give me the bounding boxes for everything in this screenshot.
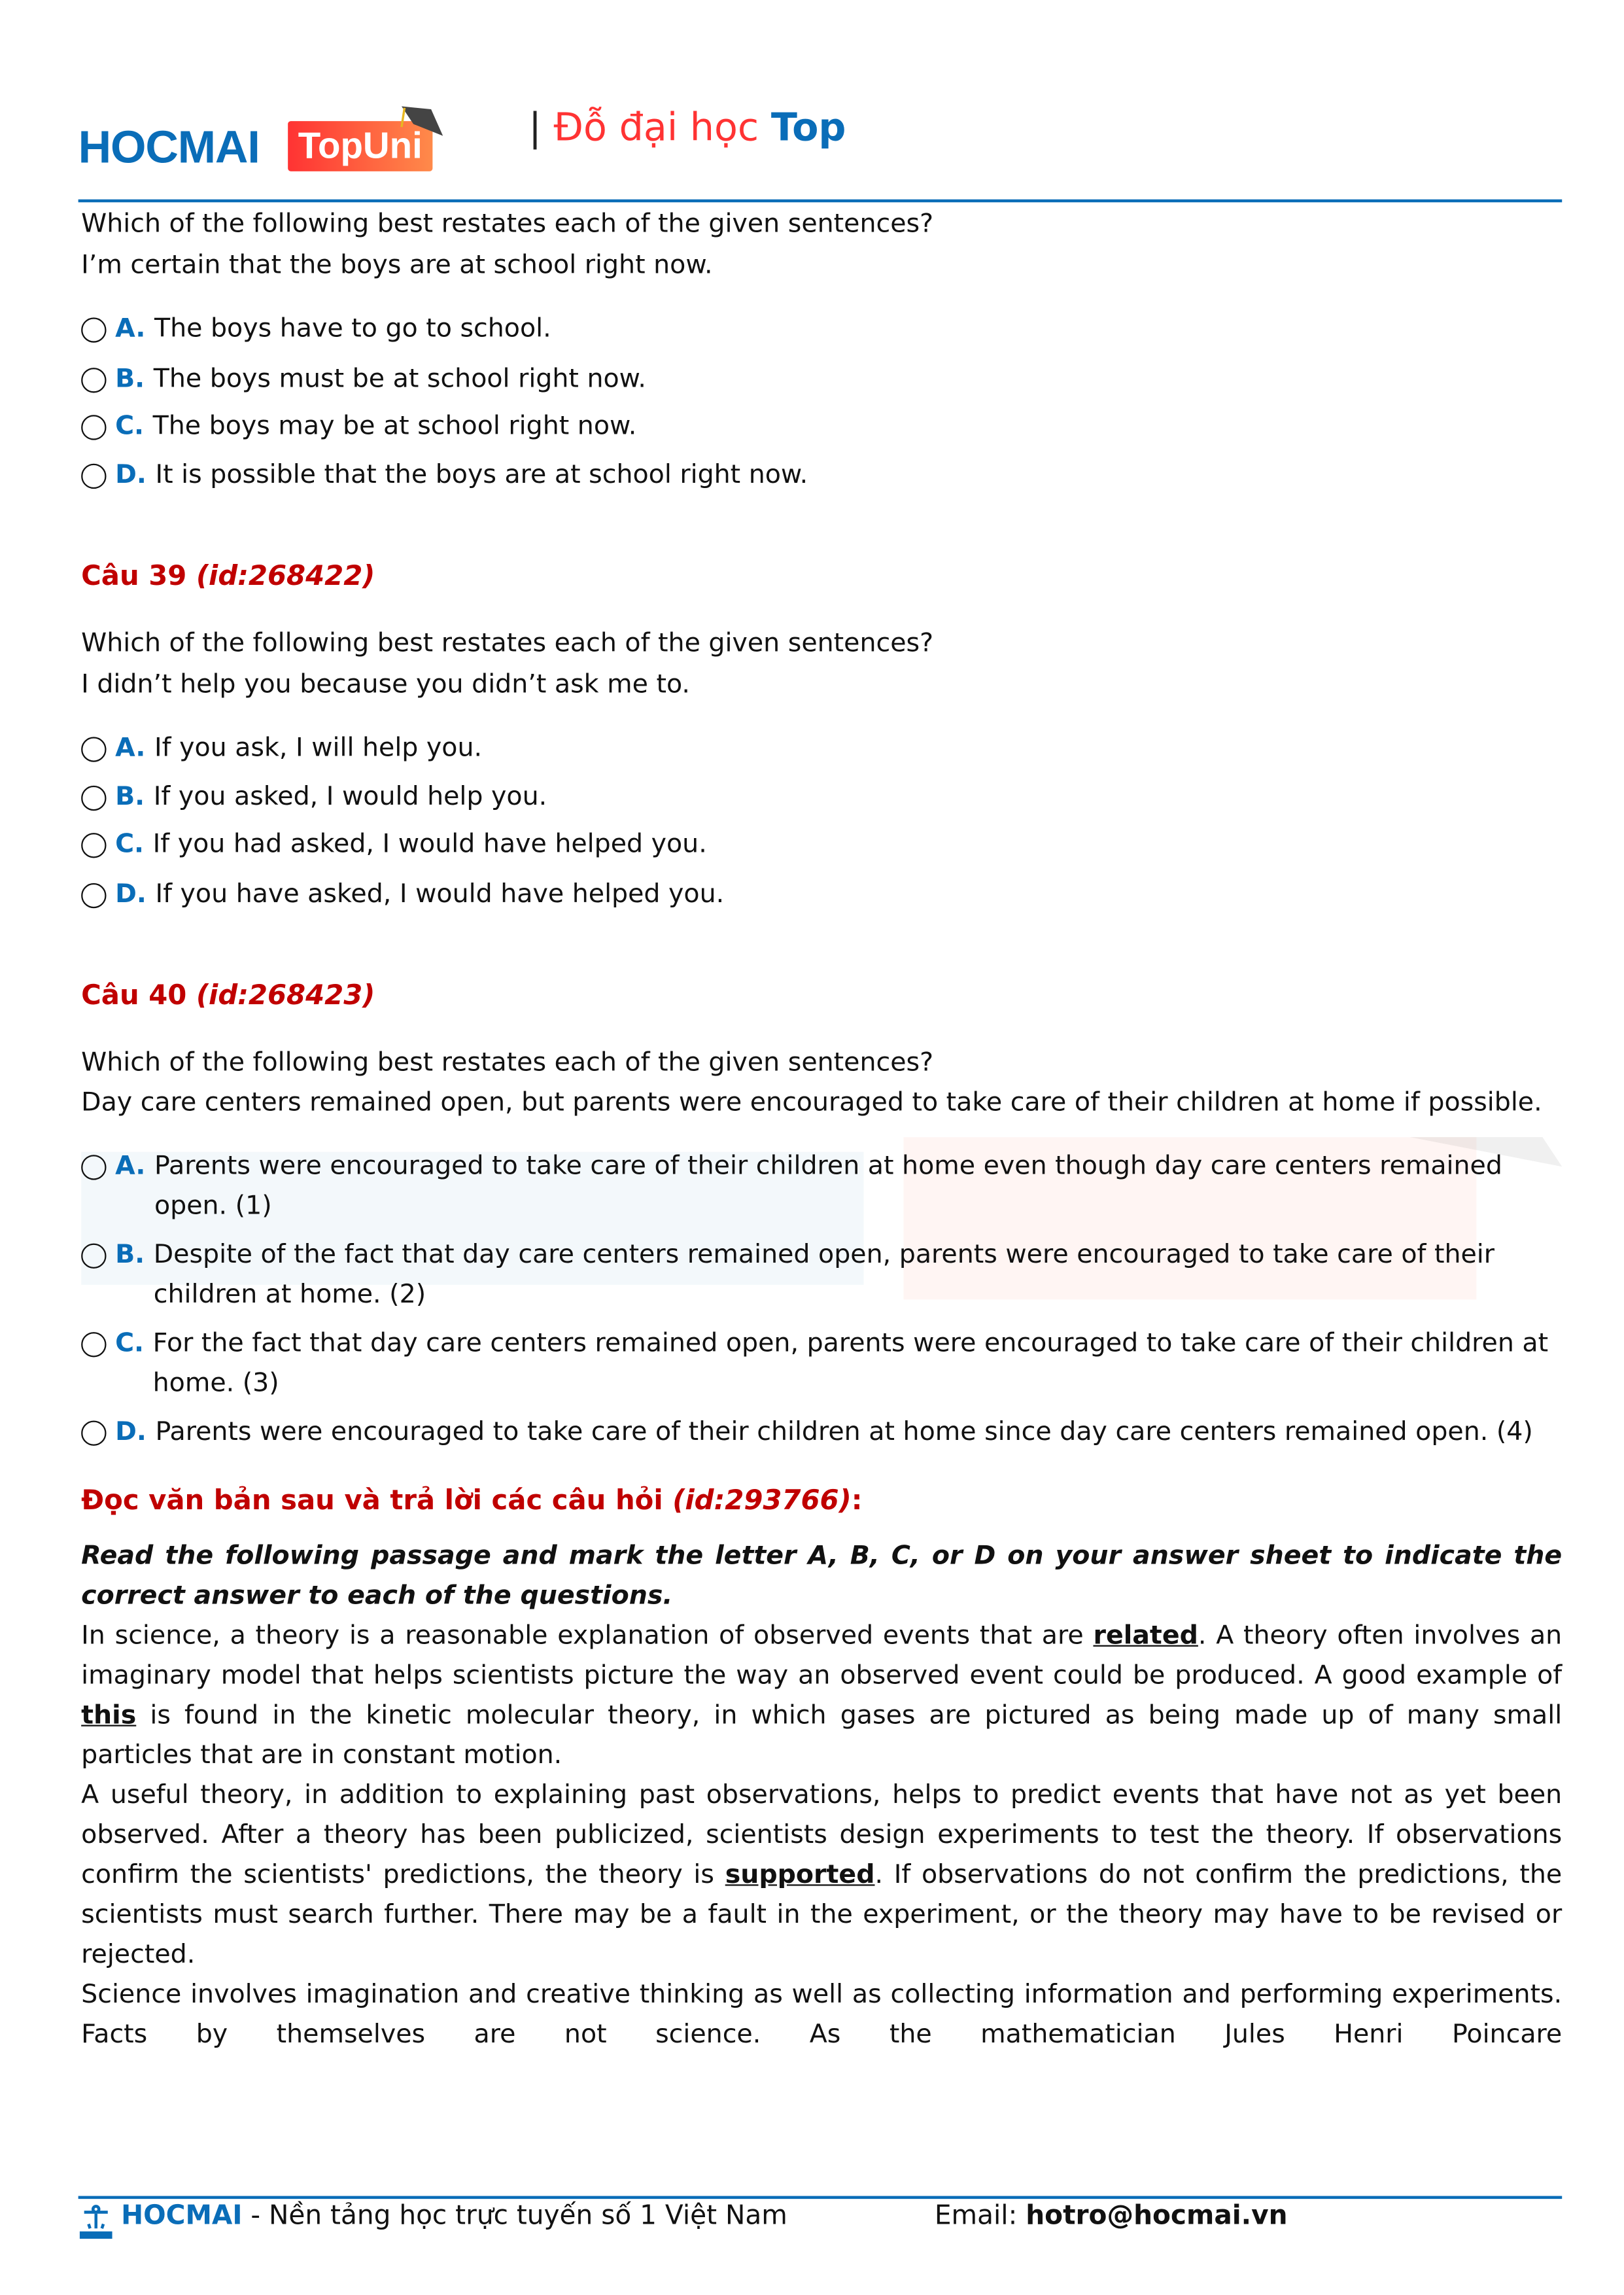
passage-instruction: Read the following passage and mark the letter A, B, C, or D on your answer sheet to indicate the correct answer to each of the questions.: [81, 1541, 1563, 1611]
question-sentence: Day care centers remained open, but parents were encouraged to take care of their children at home if possible.: [81, 1088, 1542, 1118]
radio-button[interactable]: [81, 737, 106, 762]
question-sentence: I didn’t help you because you didn’t ask me to.: [81, 670, 691, 700]
radio-button[interactable]: [81, 1155, 106, 1180]
email-link[interactable]: hotro@hocmai.vn: [1026, 2200, 1288, 2232]
underlined-word-related: related: [1093, 1621, 1198, 1651]
option-a[interactable]: A. Parents were encouraged to take care of their children at home even though day care centers remained open. (1): [81, 1148, 1562, 1227]
header-divider: [78, 200, 1563, 203]
hocmai-figure-icon: [78, 2203, 114, 2239]
radio-button[interactable]: [81, 786, 106, 811]
footer-divider: [78, 2196, 1563, 2199]
radio-button[interactable]: [81, 833, 106, 858]
footer-tagline: HOCMAI - Nền tảng học trực tuyến số 1 Việt Nam: [121, 2200, 787, 2232]
radio-button[interactable]: [81, 1421, 106, 1446]
topuni-logo: TopUni: [288, 121, 432, 171]
radio-button[interactable]: [81, 415, 106, 440]
underlined-word-supported: supported: [725, 1861, 875, 1891]
question-heading: Câu 40 (id:268423): [81, 980, 375, 1012]
option-c[interactable]: C. The boys may be at school right now.: [81, 408, 1562, 447]
option-d[interactable]: D. It is possible that the boys are at school right now.: [81, 457, 1562, 497]
option-b[interactable]: B. Despite of the fact that day care centers remained open, parents were encouraged to take care of their children at home. (2): [81, 1236, 1562, 1316]
option-b[interactable]: B. The boys must be at school right now.: [81, 360, 1562, 400]
slogan: | Đỗ đại học Top: [528, 106, 846, 151]
underlined-word-this: this: [81, 1701, 137, 1731]
option-a[interactable]: A. The boys have to go to school.: [81, 310, 1562, 350]
passage-heading: Đọc văn bản sau và trả lời các câu hỏi (id:293766):: [81, 1485, 863, 1517]
passage-paragraph-1: In science, a theory is a reasonable explanation of observed events that are related. A theory often involves an imaginary model that helps scientists picture the way an observed event could be produced. A good example of this is found in the kinetic molecular theory, in which gases are pictured as being made up of many small particles that are in constant motion.: [81, 1621, 1563, 1771]
hocmai-logo: HOCMAI: [78, 121, 260, 173]
question-heading: Câu 39 (id:268422): [81, 561, 375, 593]
graduation-cap-icon: [398, 103, 443, 136]
footer-email: Email: hotro@hocmai.vn: [934, 2200, 1288, 2232]
radio-button[interactable]: [81, 883, 106, 908]
passage-paragraph-3: Science involves imagination and creative thinking as well as collecting information and performing experiments. Facts by themselves are not science. As the mathematician Jules Henri Poincare: [81, 1980, 1563, 2050]
option-c[interactable]: C. For the fact that day care centers remained open, parents were encouraged to take care of their children at home. (3): [81, 1325, 1562, 1405]
option-c[interactable]: C. If you had asked, I would have helped you.: [81, 826, 1562, 866]
radio-button[interactable]: [81, 317, 106, 342]
question-sentence: I’m certain that the boys are at school right now.: [81, 251, 713, 281]
radio-button[interactable]: [81, 1332, 106, 1357]
option-a[interactable]: A. If you ask, I will help you.: [81, 729, 1562, 769]
option-d[interactable]: D. If you have asked, I would have helped you.: [81, 876, 1562, 916]
option-d[interactable]: D. Parents were encouraged to take care of their children at home since day care centers remained open. (4): [81, 1413, 1562, 1453]
question-prompt: Which of the following best restates each of the given sentences?: [81, 1048, 934, 1078]
question-prompt: Which of the following best restates each of the given sentences?: [81, 209, 934, 239]
question-prompt: Which of the following best restates each of the given sentences?: [81, 629, 934, 659]
radio-button[interactable]: [81, 464, 106, 489]
question-40-body: [81, 1044, 1562, 2056]
passage-paragraph-2: A useful theory, in addition to explaining past observations, helps to predict events that have not as yet been observed. After a theory has been publicized, scientists design experiments to test the theory. If observations confirm the scientists' predictions, the theory is supported. If observations do not confirm the predictions, the scientists must search further. There may be a fault in the experiment, or the theory may have to be revised or rejected.: [81, 1781, 1563, 1971]
option-b[interactable]: B. If you asked, I would help you.: [81, 779, 1562, 818]
radio-button[interactable]: [81, 368, 106, 393]
radio-button[interactable]: [81, 1244, 106, 1269]
